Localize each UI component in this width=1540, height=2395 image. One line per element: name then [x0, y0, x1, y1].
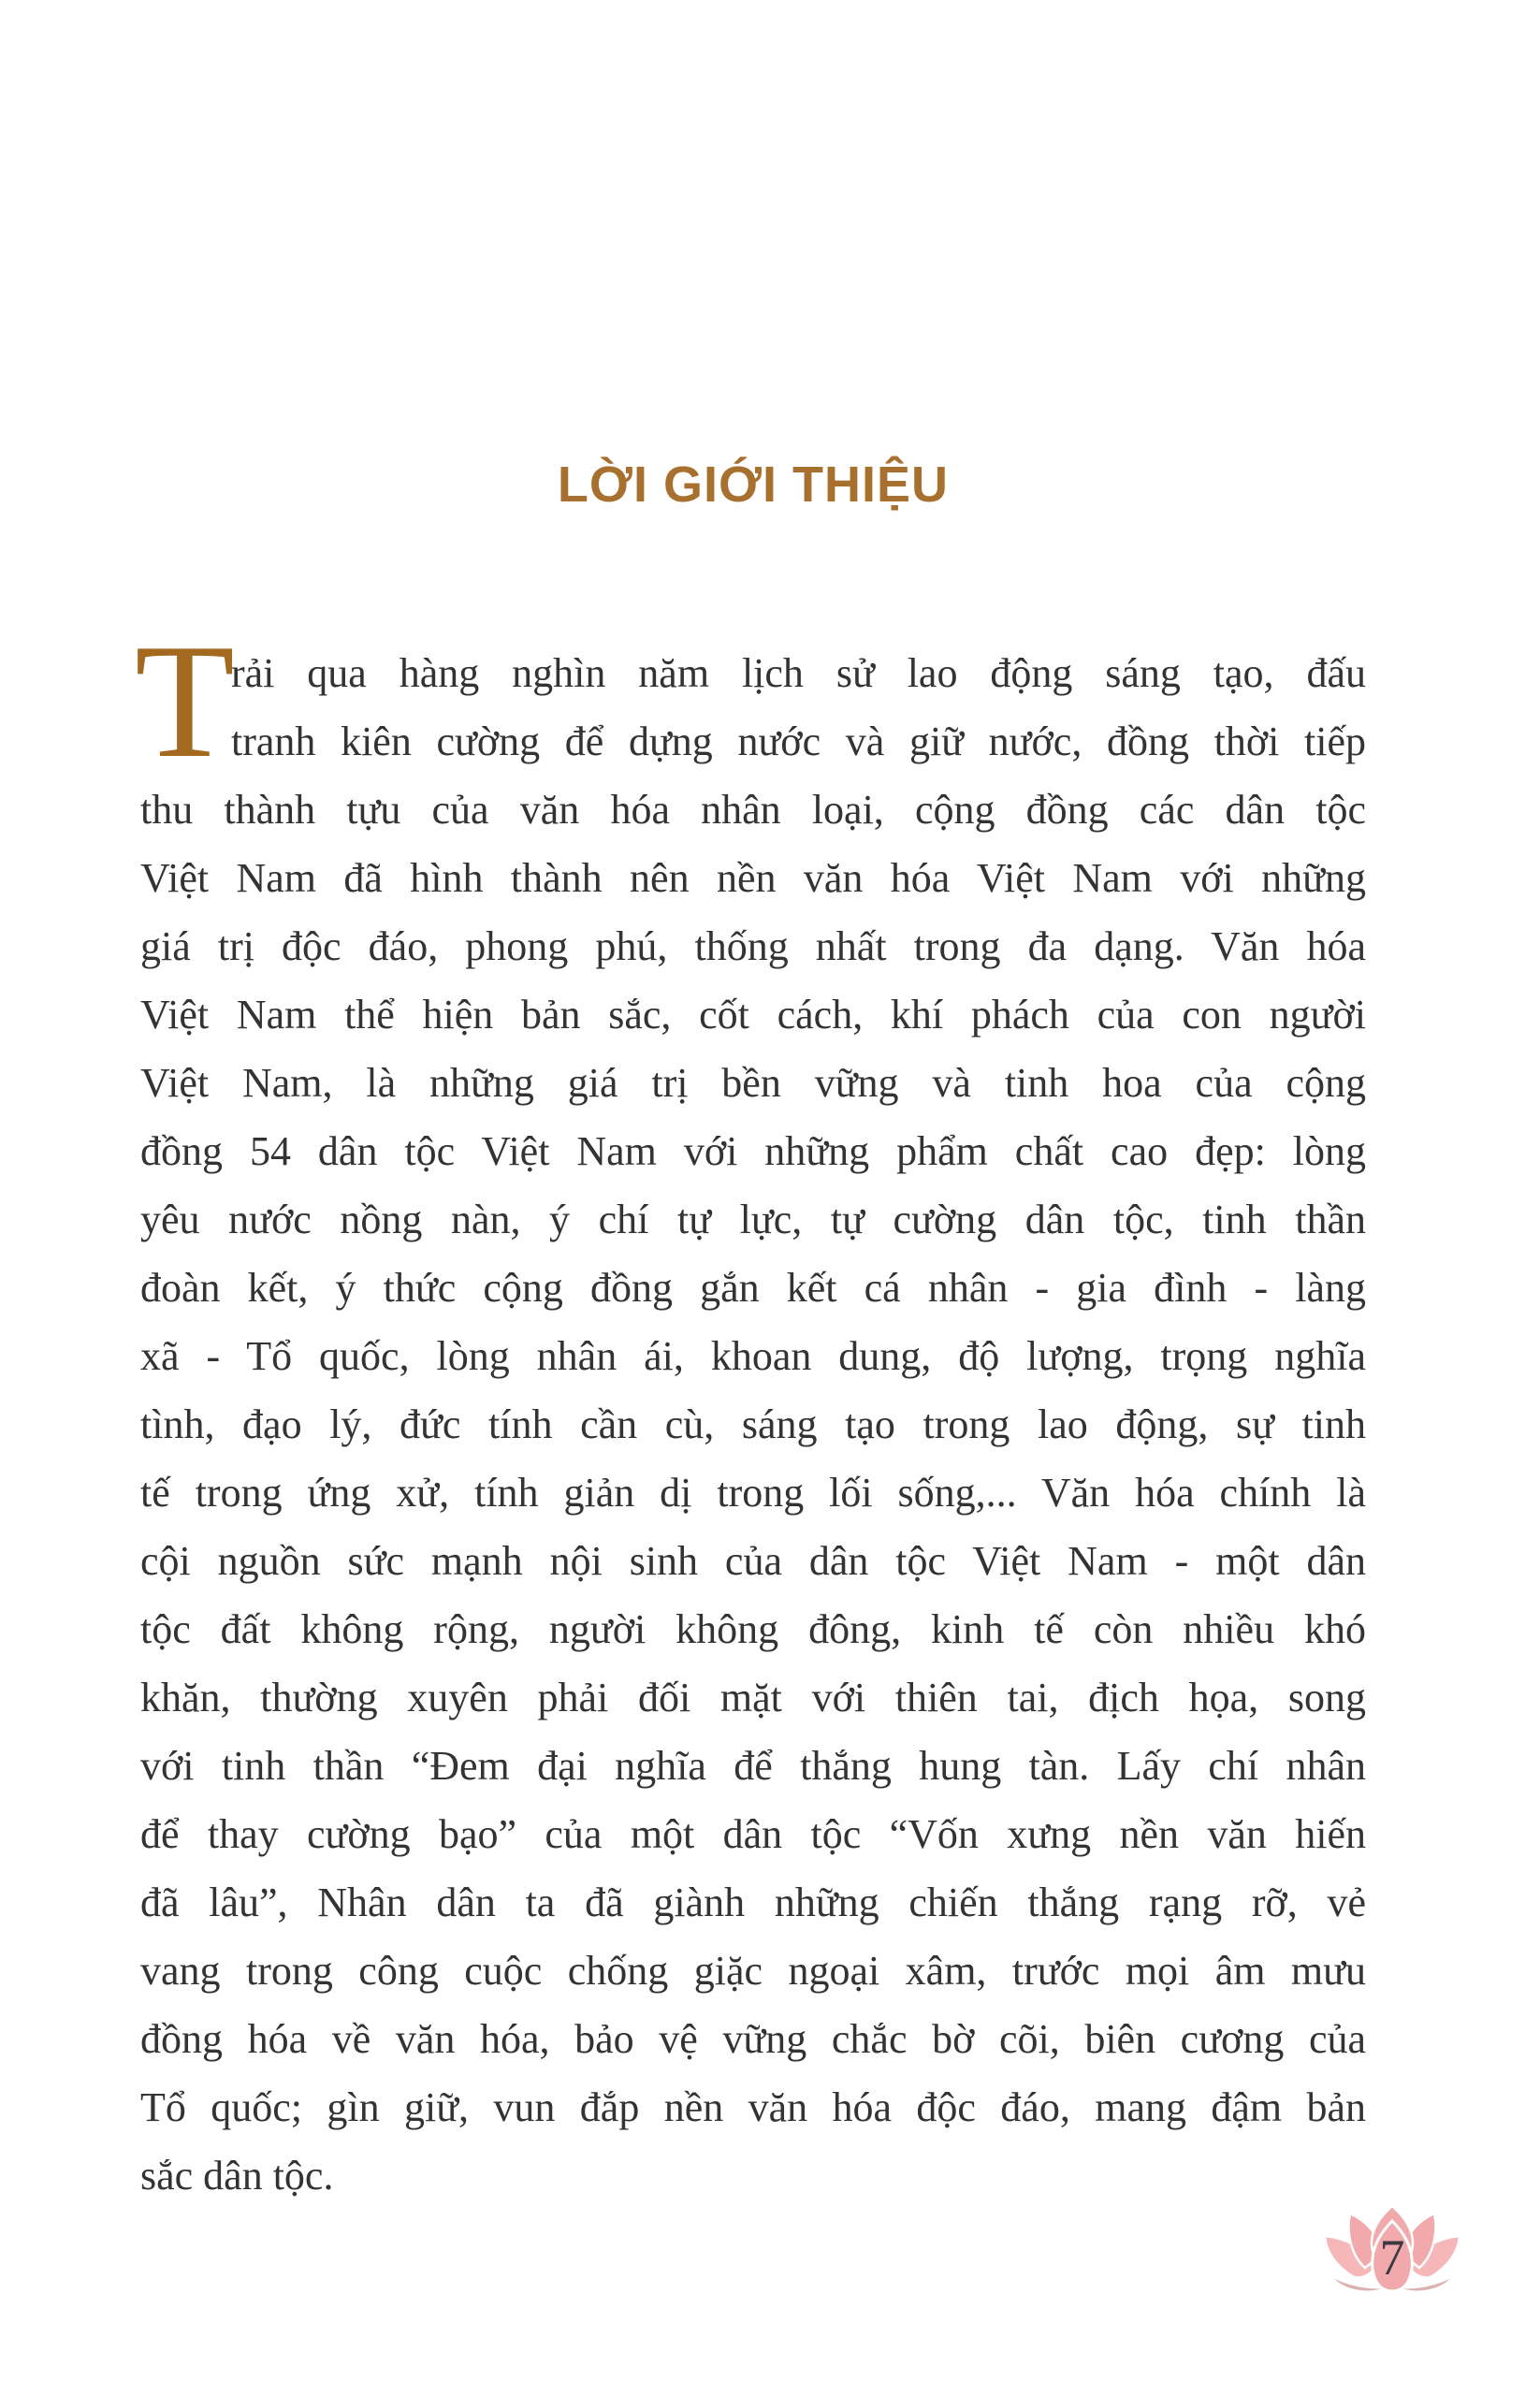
paragraph-lines — [140, 639, 1366, 2210]
text-line: tình, đạo lý, đức tính cần cù, sáng tạo trong lao động, sự tinh — [140, 1401, 1366, 1447]
page-title: LỜI GIỚI THIỆU — [557, 457, 950, 513]
text-line: giá trị độc đáo, phong phú, thống nhất trong đa dạng. Văn hóa — [140, 923, 1366, 969]
text-line: Việt Nam đã hình thành nên nền văn hóa Việt Nam với những — [140, 855, 1366, 901]
dropcap-letter: T — [135, 610, 235, 791]
text-line: Tổ quốc; gìn giữ, vun đắp nền văn hóa độc đáo, mang đậm bản — [140, 2084, 1366, 2130]
text-line: khăn, thường xuyên phải đối mặt với thiên tai, địch họa, song — [140, 1675, 1366, 1720]
text-line: yêu nước nồng nàn, ý chí tự lực, tự cường dân tộc, tinh thần — [140, 1197, 1366, 1242]
text-line: Việt Nam thể hiện bản sắc, cốt cách, khí phách của con người — [140, 992, 1366, 1038]
text-line: đã lâu”, Nhân dân ta đã giành những chiến thắng rạng rỡ, vẻ — [140, 1880, 1366, 1925]
page-number: 7 — [1379, 2229, 1405, 2286]
text-line: tế trong ứng xử, tính giản dị trong lối sống,... Văn hóa chính là — [140, 1470, 1366, 1516]
text-line: xã - Tổ quốc, lòng nhân ái, khoan dung, độ lượng, trọng nghĩa — [140, 1333, 1366, 1379]
intro-paragraph — [135, 610, 1366, 2210]
page-footer-ornament — [1322, 2206, 1462, 2300]
text-line: đồng 54 dân tộc Việt Nam với những phẩm chất cao đẹp: lòng — [140, 1128, 1366, 1174]
text-line: cội nguồn sức mạnh nội sinh của dân tộc Việt Nam - một dân — [140, 1538, 1366, 1584]
text-line: với tinh thần “Đem đại nghĩa để thắng hung tàn. Lấy chí nhân — [140, 1743, 1366, 1789]
text-line: vang trong công cuộc chống giặc ngoại xâm, trước mọi âm mưu — [140, 1948, 1366, 1994]
text-line: đồng hóa về văn hóa, bảo vệ vững chắc bờ cõi, biên cương của — [140, 2016, 1366, 2062]
text-line: Việt Nam, là những giá trị bền vững và tinh hoa của cộng — [140, 1060, 1366, 1106]
text-line: tộc đất không rộng, người không đông, kinh tế còn nhiều khó — [140, 1606, 1366, 1652]
text-line: sắc dân tộc. — [140, 2153, 334, 2199]
text-line: tranh kiên cường để dựng nước và giữ nước, đồng thời tiếp — [231, 718, 1366, 764]
text-line: đoàn kết, ý thức cộng đồng gắn kết cá nhân - gia đình - làng — [140, 1265, 1366, 1311]
text-line: rải qua hàng nghìn năm lịch sử lao động sáng tạo, đấu — [231, 650, 1366, 696]
text-line: thu thành tựu của văn hóa nhân loại, cộng đồng các dân tộc — [140, 787, 1366, 833]
text-line: để thay cường bạo” của một dân tộc “Vốn xưng nền văn hiến — [140, 1811, 1366, 1857]
